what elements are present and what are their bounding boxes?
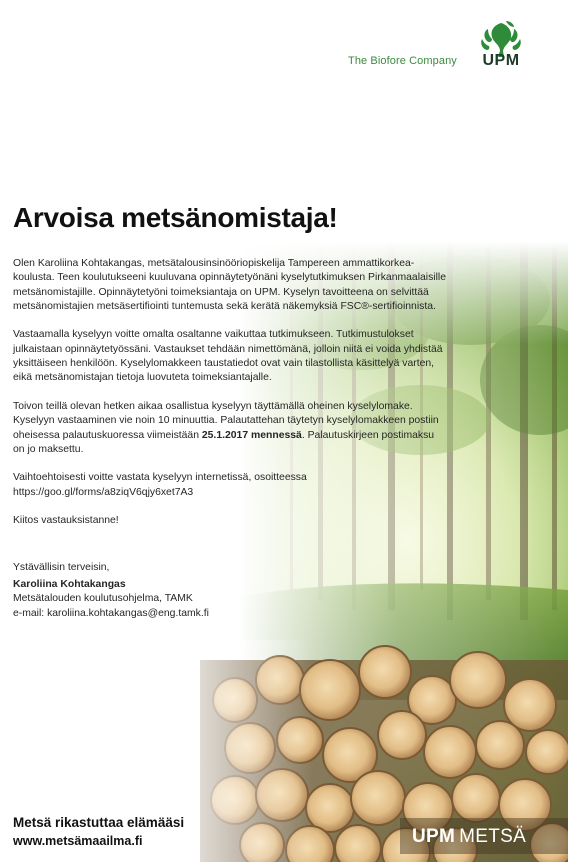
paragraph-online [13,471,493,500]
text-line: yksittäiseen henkilöön. Kyselylomakkeen taustatiedot ovat vain tilastollista käsittelyä varten, [13,358,435,370]
greeting: Ystävällisin terveisin, [13,561,110,573]
text-line: Vaihtoehtoisesti voitte vastata kyselyyn internetissä, osoitteessa [13,472,307,484]
text-line: Kyselyyn vastaaminen vie noin 10 minuuttia. Palautattehan täytetyn kyselylomakkeen postiin [13,415,439,427]
survey-url: https://goo.gl/forms/a8ziqV6qjy6xet7A3 [13,486,194,498]
company-tagline: The Biofore Company [348,55,457,67]
text-line: Vastaamalla kyselyyn voitte omalta osaltanne vaikuttaa tutkimukseen. Tutkimustulokset [13,329,414,341]
paragraph-intro [13,257,493,314]
thanks-line: Kiitos vastauksistanne! [13,515,119,527]
footer-slogan: Metsä rikastuttaa elämääsi [13,815,185,830]
paragraph-instructions [13,400,493,457]
text-line: koulusta. Teen koulutukseeni kuuluvana opinnäytetyönäni kyselytutkimuksen Pirkanmaalaisille [13,272,447,284]
text-line: eikä metsänomistajan tietoja luovuteta toimeksiantajalle. [13,372,272,384]
page-title: Arvoisa metsänomistaja! [13,202,338,233]
text-line: julkaistaan opinnäytetyössäni. Vastaukset tehdään nimettömänä, jolloin niitä ei voida yhdistää [13,343,443,355]
text-line: metsänomistajien metsäsertifiointi tuntemusta sekä kerätä näkemyksiä FSC®-sertifioinnista. [13,300,436,312]
deadline-date: 25.1.2017 mennessä [201,429,302,441]
upm-logo-text: UPM [482,52,520,69]
signer-name: Karoliina Kohtakangas [13,578,126,590]
brand-upm: UPM [412,826,456,847]
text-line: . Palautuskirjeen postimaksu [301,429,435,441]
text-line: oheisessa palautuskuoressa viimeistään [13,429,202,441]
paragraph-privacy [13,328,493,385]
text-line: Olen Karoliina Kohtakangas, metsätalousinsinööriopiskelija Tampereen ammattikorkea- [13,258,415,269]
signer-email: e-mail: karoliina.kohtakangas@eng.tamk.fi [13,607,209,619]
upm-metsa-brand [412,826,526,848]
letter-body [13,257,493,621]
text-line: metsänomistajille. Opinnäytetyöni toimeksiantaja on UPM. Kyselyn tavoitteena on selvittää [13,286,429,298]
brand-metsa: METSÄ [459,826,527,847]
signer-program: Metsätalouden koulutusohjelma, TAMK [13,593,193,605]
signature-block [13,561,493,621]
text-line: on jo maksettu. [13,443,84,455]
text-line: Toivon teillä olevan hetken aikaa osallistua kyselyyn täyttämällä oheinen kyselylomake. [13,400,413,412]
footer-url: www.metsämaailma.fi [13,834,143,848]
